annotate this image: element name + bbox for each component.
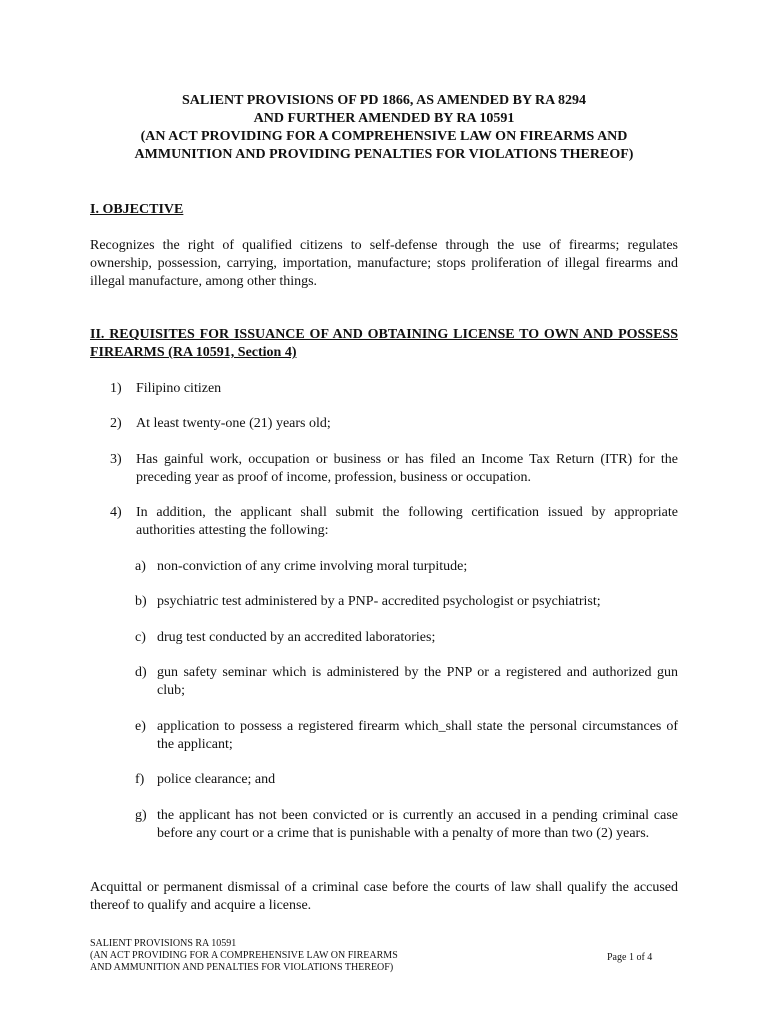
title-line-2: AND FURTHER AMENDED BY RA 10591 [253,111,515,126]
item-text: psychiatric test administered by a PNP- accredited psychologist or psychiatrist; [157,594,601,609]
requisite-item-2 [110,415,678,433]
page-footer [90,938,678,974]
section-1-heading: I. OBJECTIVE [90,202,184,217]
item-letter: c) [135,630,146,645]
item-number: 1) [110,381,122,396]
title-line-3: (AN ACT PROVIDING FOR A COMPREHENSIVE LAW ON FIREARMS AND [140,129,628,144]
item-letter: e) [135,719,146,734]
section-2-heading: II. REQUISITES FOR ISSUANCE OF AND OBTAINING LICENSE TO OWN AND POSSESS FIREARMS (RA 10591, Section 4) [90,327,678,360]
item-text: non-conviction of any crime involving moral turpitude; [157,559,468,574]
certification-item-a [135,558,678,576]
footer-line-1: SALIENT PROVISIONS RA 10591 [90,938,237,949]
document-title [90,92,678,164]
closing-paragraph: Acquittal or permanent dismissal of a criminal case before the courts of law shall qualify the accused thereof to qualify and acquire a license. [90,880,678,913]
footer-line-2: (AN ACT PROVIDING FOR A COMPREHENSIVE LAW ON FIREARMS [90,950,398,961]
certification-item-d [135,664,678,700]
item-text: At least twenty-one (21) years old; [136,416,331,431]
section-1-body: Recognizes the right of qualified citizens to self-defense through the use of firearms; regulates ownership, possession, carrying, importation, manufacture; stops proliferation of illegal firearms and illegal manufacture, among other things. [90,238,678,289]
item-letter: f) [135,772,145,787]
item-text: gun safety seminar which is administered by the PNP or a registered and authorized gun club; [157,665,678,698]
item-text: application to possess a registered firearm which_shall state the personal circumstances of the applicant; [157,719,678,752]
item-number: 4) [110,505,122,520]
certification-item-g [135,807,678,843]
certification-item-b [135,593,678,611]
item-letter: a) [135,559,146,574]
certification-item-f [135,771,678,789]
certification-item-c [135,629,678,647]
page-number: Page 1 of 4 [607,952,653,963]
item-text: Filipino citizen [136,381,222,396]
item-text: Has gainful work, occupation or business or has filed an Income Tax Return (ITR) for the preceding year as proof of income, profession, business or occupation. [136,452,678,485]
requisite-item-4 [110,504,678,540]
item-letter: g) [135,808,147,823]
requisite-item-3 [110,451,678,487]
title-line-4: AMMUNITION AND PROVIDING PENALTIES FOR VIOLATIONS THEREOF) [134,147,634,162]
item-number: 3) [110,452,122,467]
item-text: In addition, the applicant shall submit the following certification issued by appropriate authorities attesting the following: [136,505,678,538]
certification-item-e [135,718,678,754]
title-line-1: SALIENT PROVISIONS OF PD 1866, AS AMENDED BY RA 8294 [182,93,586,108]
item-text: police clearance; and [157,772,276,787]
requisite-item-1 [110,380,678,398]
item-number: 2) [110,416,122,431]
footer-line-3: AND AMMUNITION AND PENALTIES FOR VIOLATIONS THEREOF) [90,962,394,973]
item-text: drug test conducted by an accredited laboratories; [157,630,436,645]
item-letter: d) [135,665,147,680]
item-letter: b) [135,594,147,609]
item-text: the applicant has not been convicted or is currently an accused in a pending criminal case before any court or a crime that is punishable with a penalty of more than two (2) years. [157,808,678,841]
